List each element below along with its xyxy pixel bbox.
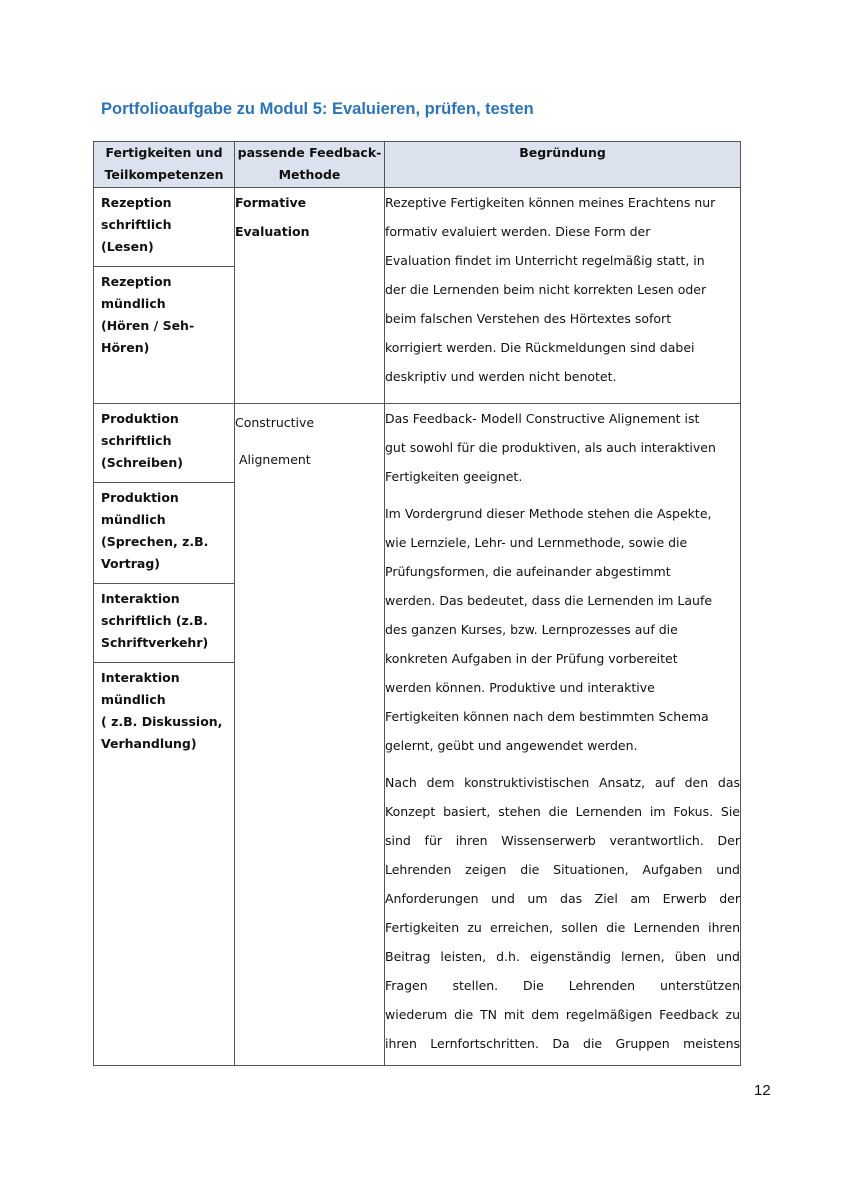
skill-line: Produktion <box>101 411 179 426</box>
reason-line: deskriptiv und werden nicht benotet. <box>385 369 617 384</box>
reason-line: Im Vordergrund dieser Methode stehen die Aspekte, <box>385 506 712 521</box>
skill-line: (Lesen) <box>101 239 154 254</box>
reason-cell <box>385 188 741 404</box>
skill-line: Schriftverkehr) <box>101 635 209 650</box>
table-row <box>94 404 741 1066</box>
skill-line: Verhandlung) <box>101 736 197 751</box>
table-row <box>94 188 741 404</box>
skills-cell <box>94 188 235 404</box>
skill-line: schriftlich (z.B. <box>101 613 208 628</box>
reason-line: Evaluation findet im Unterricht regelmäßig statt, in <box>385 253 705 268</box>
header-line: Teilkompetenzen <box>104 167 224 182</box>
skills-cell <box>94 404 235 1066</box>
header-line: Fertigkeiten und <box>105 145 223 160</box>
skill-block <box>94 404 234 483</box>
page-title: Portfolioaufgabe zu Modul 5: Evaluieren, prüfen, testen <box>101 100 534 118</box>
reason-line: Fragen stellen. Die Lehrenden unterstützen <box>385 978 740 993</box>
skill-line: Hören) <box>101 340 150 355</box>
reason-line: Fertigkeiten zu erreichen, sollen die Lernenden ihren <box>385 920 740 935</box>
skill-block <box>94 188 234 267</box>
reason-line: wie Lernziele, Lehr- und Lernmethode, sowie die <box>385 535 688 550</box>
header-line: Begründung <box>519 145 606 160</box>
header-skills <box>94 142 235 188</box>
reason-line: beim falschen Verstehen des Hörtextes sofort <box>385 311 672 326</box>
reason-cell <box>385 404 741 1066</box>
method-cell <box>235 188 385 404</box>
reason-line: Beitrag leisten, d.h. eigenständig lernen, üben und <box>385 949 740 964</box>
skill-line: (Schreiben) <box>101 455 183 470</box>
reason-line: Nach dem konstruktivistischen Ansatz, auf den das <box>385 775 740 790</box>
reason-line: gelernt, geübt und angewendet werden. <box>385 738 638 753</box>
skill-line: mündlich <box>101 296 166 311</box>
skill-block <box>94 267 234 367</box>
reason-paragraph <box>385 499 740 760</box>
skill-line: Interaktion <box>101 670 180 685</box>
skill-block <box>94 663 234 763</box>
reason-line: des ganzen Kurses, bzw. Lernprozesses auf die <box>385 622 678 637</box>
reason-line: Fertigkeiten können nach dem bestimmten Schema <box>385 709 709 724</box>
reason-line: Prüfungsformen, die aufeinander abgestimmt <box>385 564 671 579</box>
page-number: 12 <box>754 1082 771 1099</box>
method-line: Constructive <box>235 415 315 430</box>
reason-line: sind für ihren Wissenserwerb verantwortlich. Der <box>385 833 740 848</box>
reason-line: werden können. Produktive und interaktive <box>385 680 655 695</box>
skill-line: ( z.B. Diskussion, <box>101 714 223 729</box>
header-reason <box>385 142 741 188</box>
skill-line: schriftlich <box>101 433 172 448</box>
reason-line: werden. Das bedeutet, dass die Lernenden im Laufe <box>385 593 713 608</box>
skill-block <box>94 584 234 663</box>
reason-line: Das Feedback- Modell Constructive Alignement ist <box>385 411 700 426</box>
method-line: Formative <box>235 195 307 210</box>
skill-line: Vortrag) <box>101 556 160 571</box>
skill-line: Produktion <box>101 490 179 505</box>
reason-line: wiederum die TN mit dem regelmäßigen Feedback zu <box>385 1007 740 1022</box>
skill-block <box>94 483 234 584</box>
header-line: passende Feedback- <box>237 145 382 160</box>
reason-line: ihren Lernfortschritten. Da die Gruppen meistens <box>385 1036 740 1051</box>
method-cell <box>235 404 385 1066</box>
reason-line: formativ evaluiert werden. Diese Form der <box>385 224 651 239</box>
reason-line: korrigiert werden. Die Rückmeldungen sind dabei <box>385 340 695 355</box>
reason-line: gut sowohl für die produktiven, als auch interaktiven <box>385 440 716 455</box>
skill-line: schriftlich <box>101 217 172 232</box>
reason-line: der die Lernenden beim nicht korrekten Lesen oder <box>385 282 707 297</box>
reason-line: Anforderungen und um das Ziel am Erwerb der <box>385 891 740 906</box>
skill-line: Rezeption <box>101 195 172 210</box>
reason-line: Lehrenden zeigen die Situationen, Aufgaben und <box>385 862 740 877</box>
reason-line: Rezeptive Fertigkeiten können meines Erachtens nur <box>385 195 716 210</box>
skill-line: (Hören / Seh- <box>101 318 195 333</box>
header-method <box>235 142 385 188</box>
reason-paragraph <box>385 768 740 1058</box>
reason-line: Fertigkeiten geeignet. <box>385 469 523 484</box>
method-line: Alignement <box>235 452 311 467</box>
reason-line: Konzept basiert, stehen die Lernenden im Fokus. Sie <box>385 804 740 819</box>
method-line: Evaluation <box>235 224 310 239</box>
skill-line: Interaktion <box>101 591 180 606</box>
skill-line: (Sprechen, z.B. <box>101 534 209 549</box>
reason-paragraph <box>385 188 740 391</box>
skill-line: mündlich <box>101 512 166 527</box>
reason-paragraph <box>385 404 740 491</box>
skill-line: Rezeption <box>101 274 172 289</box>
header-line: Methode <box>278 167 341 182</box>
portfolio-table <box>93 141 741 1066</box>
skill-line: mündlich <box>101 692 166 707</box>
table-header-row <box>94 142 741 188</box>
reason-line: konkreten Aufgaben in der Prüfung vorbereitet <box>385 651 678 666</box>
